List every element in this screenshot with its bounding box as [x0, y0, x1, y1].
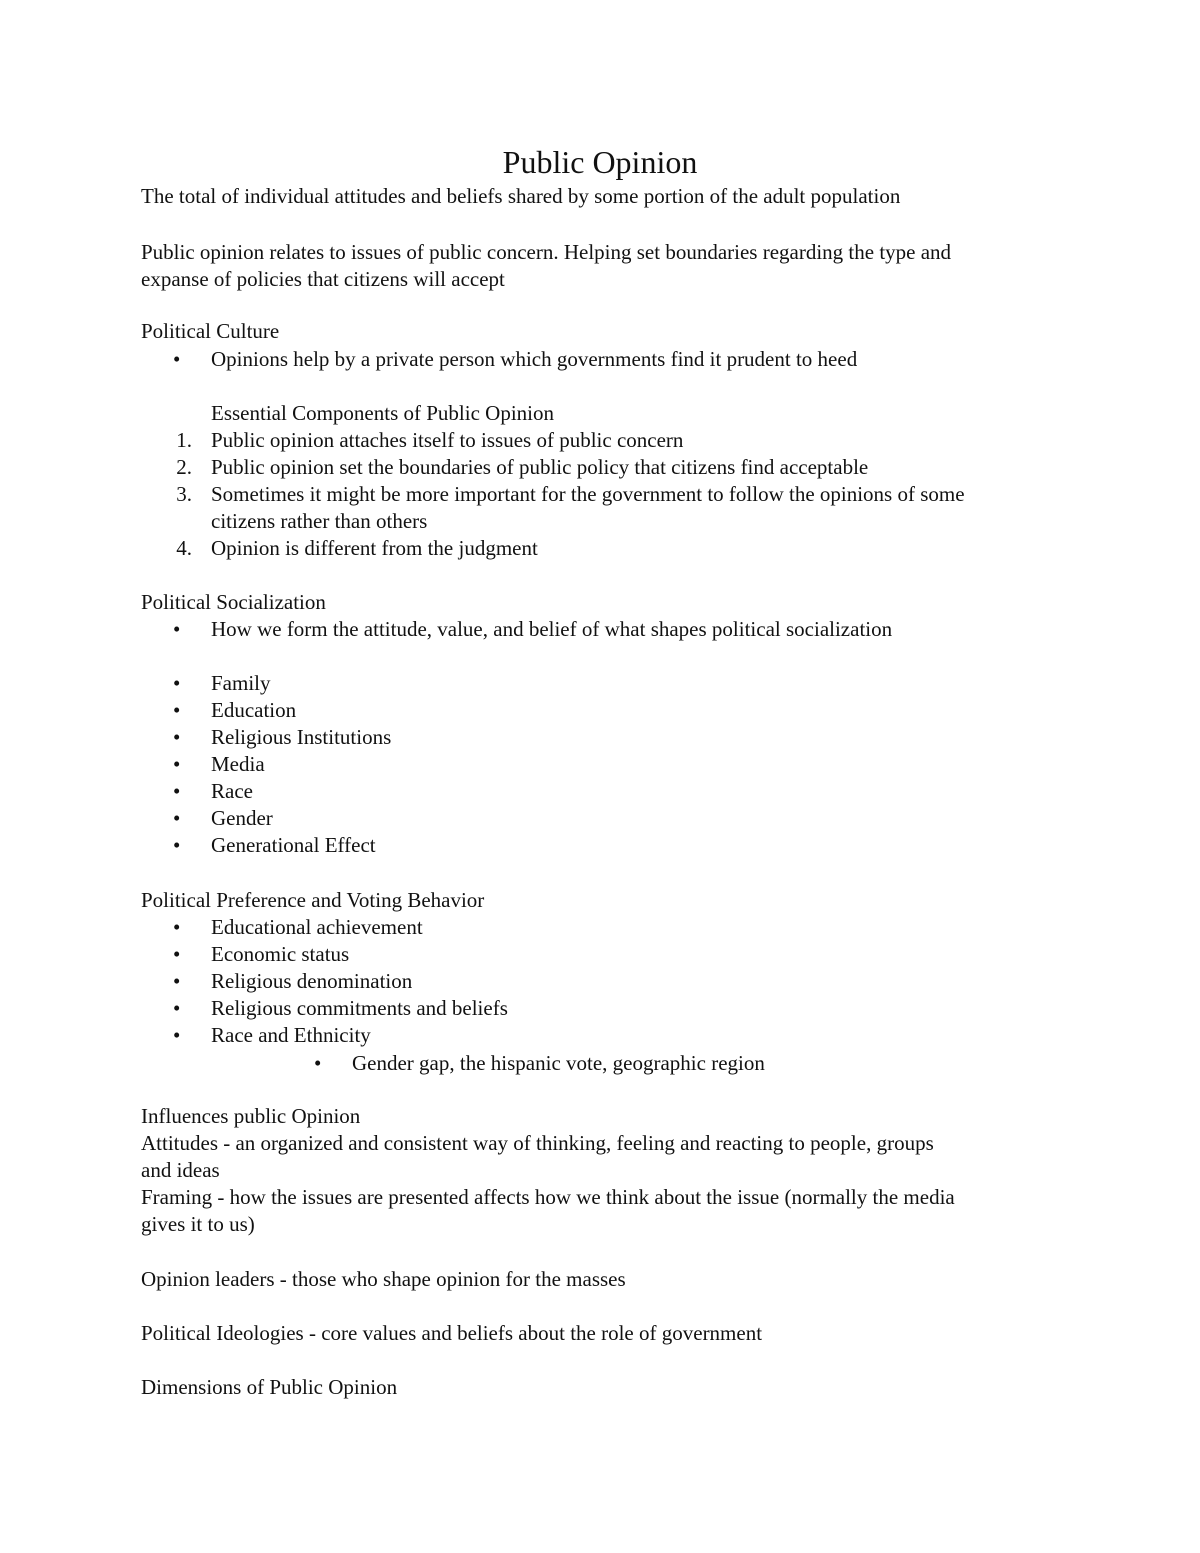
- bullet-icon: •: [173, 752, 181, 776]
- bullet-icon: •: [173, 347, 181, 371]
- opinion-leaders-definition: Opinion leaders - those who shape opinion for the masses: [141, 1267, 626, 1291]
- page-title: Public Opinion: [502, 144, 698, 180]
- voting-factor: Economic status: [211, 942, 350, 966]
- definition-text: The total of individual attitudes and beliefs shared by some portion of the adult population: [141, 184, 901, 208]
- bullet-icon: •: [173, 671, 181, 695]
- voting-factor: Race and Ethnicity: [211, 1023, 371, 1047]
- bullet-icon: •: [173, 698, 181, 722]
- component-item: Opinion is different from the judgment: [211, 536, 538, 560]
- socialization-factor: Media: [211, 752, 265, 776]
- ideologies-definition: Political Ideologies - core values and beliefs about the role of government: [141, 1321, 763, 1345]
- list-number: 1.: [176, 428, 192, 452]
- bullet-icon: •: [173, 725, 181, 749]
- socialization-factor: Generational Effect: [211, 833, 376, 857]
- bullet-icon: •: [173, 1023, 181, 1047]
- political-culture-bullet: Opinions help by a private person which governments find it prudent to heed: [211, 347, 858, 371]
- section-heading-influences: Influences public Opinion: [141, 1104, 361, 1128]
- bullet-icon: •: [173, 942, 181, 966]
- component-item-continued: citizens rather than others: [211, 509, 428, 533]
- intro-line-1: Public opinion relates to issues of public concern. Helping set boundaries regarding the type and: [141, 240, 952, 264]
- component-item: Public opinion attaches itself to issues of public concern: [211, 428, 684, 452]
- voting-sub-factor: Gender gap, the hispanic vote, geographic region: [352, 1051, 765, 1075]
- framing-definition-continued: gives it to us): [141, 1212, 255, 1236]
- components-heading: Essential Components of Public Opinion: [211, 401, 554, 425]
- socialization-factor: Religious Institutions: [211, 725, 392, 749]
- bullet-icon: •: [173, 969, 181, 993]
- component-item: Public opinion set the boundaries of public policy that citizens find acceptable: [211, 455, 869, 479]
- socialization-bullet: How we form the attitude, value, and belief of what shapes political socialization: [211, 617, 893, 641]
- list-number: 3.: [176, 482, 192, 506]
- attitudes-definition-continued: and ideas: [141, 1158, 220, 1182]
- list-number: 2.: [176, 455, 192, 479]
- bullet-icon: •: [173, 617, 181, 641]
- section-heading-voting-behavior: Political Preference and Voting Behavior: [141, 888, 485, 912]
- framing-definition: Framing - how the issues are presented affects how we think about the issue (normally the media: [141, 1185, 955, 1209]
- component-item: Sometimes it might be more important for the government to follow the opinions of some: [211, 482, 965, 506]
- intro-line-2: expanse of policies that citizens will accept: [141, 267, 505, 291]
- bullet-icon: •: [173, 779, 181, 803]
- voting-factor: Religious commitments and beliefs: [211, 996, 508, 1020]
- voting-factor: Religious denomination: [211, 969, 413, 993]
- attitudes-definition: Attitudes - an organized and consistent way of thinking, feeling and reacting to people, groups: [141, 1131, 934, 1155]
- section-heading-political-socialization: Political Socialization: [141, 590, 326, 614]
- section-heading-political-culture: Political Culture: [141, 319, 280, 343]
- bullet-icon: •: [173, 915, 181, 939]
- socialization-factor: Race: [211, 779, 253, 803]
- bullet-icon: •: [173, 833, 181, 857]
- socialization-factor: Gender: [211, 806, 273, 830]
- list-number: 4.: [176, 536, 192, 560]
- section-heading-dimensions: Dimensions of Public Opinion: [141, 1375, 398, 1399]
- voting-factor: Educational achievement: [211, 915, 423, 939]
- bullet-icon: •: [173, 806, 181, 830]
- socialization-factor: Education: [211, 698, 297, 722]
- socialization-factor: Family: [211, 671, 271, 695]
- bullet-icon: •: [314, 1051, 322, 1075]
- bullet-icon: •: [173, 996, 181, 1020]
